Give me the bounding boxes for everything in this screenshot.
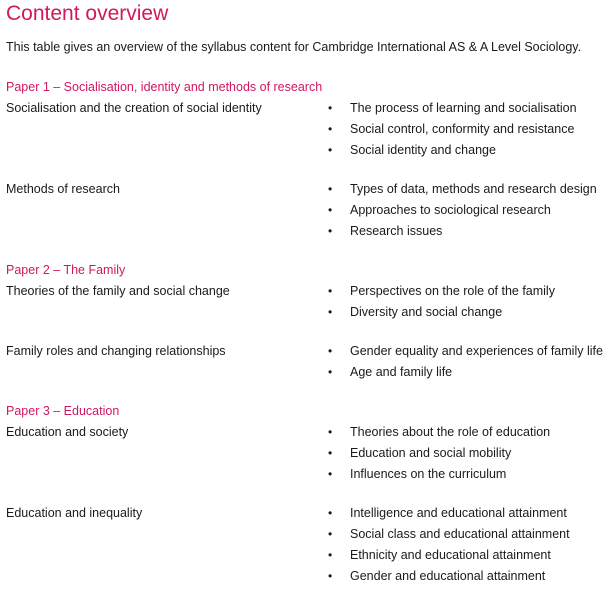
bullet-icon: • (328, 182, 333, 196)
topic-theories-of-family: Theories of the family and social change (6, 284, 230, 298)
paper-1-heading: Paper 1 – Socialisation, identity and methods of research (6, 80, 323, 94)
bullet-text: Influences on the curriculum (350, 467, 507, 481)
bullet-text: Intelligence and educational attainment (350, 506, 567, 520)
bullet-text: Types of data, methods and research design (350, 182, 597, 196)
topic-socialisation: Socialisation and the creation of social identity (6, 101, 262, 115)
paper-2-heading: Paper 2 – The Family (6, 263, 126, 277)
topic-education-and-inequality: Education and inequality (6, 506, 143, 520)
bullet-icon: • (328, 224, 333, 238)
bullet-text: Gender and educational attainment (350, 569, 546, 583)
bullet-icon: • (328, 467, 333, 481)
bullet-text: Social identity and change (350, 143, 496, 157)
bullet-icon: • (328, 506, 333, 520)
bullet-icon: • (328, 425, 333, 439)
bullet-icon: • (328, 143, 333, 157)
bullet-icon: • (328, 284, 333, 298)
bullet-icon: • (328, 344, 333, 358)
bullet-text: The process of learning and socialisation (350, 101, 577, 115)
bullet-text: Diversity and social change (350, 305, 503, 319)
bullet-text: Ethnicity and educational attainment (350, 548, 551, 562)
bullet-text: Research issues (350, 224, 443, 238)
bullet-icon: • (328, 101, 333, 115)
topic-methods-of-research: Methods of research (6, 182, 120, 196)
paper-3-heading: Paper 3 – Education (6, 404, 120, 418)
bullet-icon: • (328, 446, 333, 460)
bullet-icon: • (328, 305, 333, 319)
page-title: Content overview (6, 2, 169, 25)
bullet-text: Social control, conformity and resistance (350, 122, 575, 136)
bullet-text: Age and family life (350, 365, 453, 379)
bullet-text: Perspectives on the role of the family (350, 284, 555, 298)
bullet-text: Theories about the role of education (350, 425, 551, 439)
bullet-icon: • (328, 548, 333, 562)
bullet-icon: • (328, 122, 333, 136)
intro-text: This table gives an overview of the syllabus content for Cambridge International AS & A Level Sociology. (6, 40, 582, 54)
bullet-text: Approaches to sociological research (350, 203, 551, 217)
bullet-text: Social class and educational attainment (350, 527, 570, 541)
bullet-text: Education and social mobility (350, 446, 512, 460)
bullet-icon: • (328, 365, 333, 379)
topic-family-roles: Family roles and changing relationships (6, 344, 226, 358)
bullet-icon: • (328, 527, 333, 541)
bullet-icon: • (328, 569, 333, 583)
topic-education-and-society: Education and society (6, 425, 129, 439)
bullet-icon: • (328, 203, 333, 217)
bullet-text: Gender equality and experiences of family life (350, 344, 603, 358)
